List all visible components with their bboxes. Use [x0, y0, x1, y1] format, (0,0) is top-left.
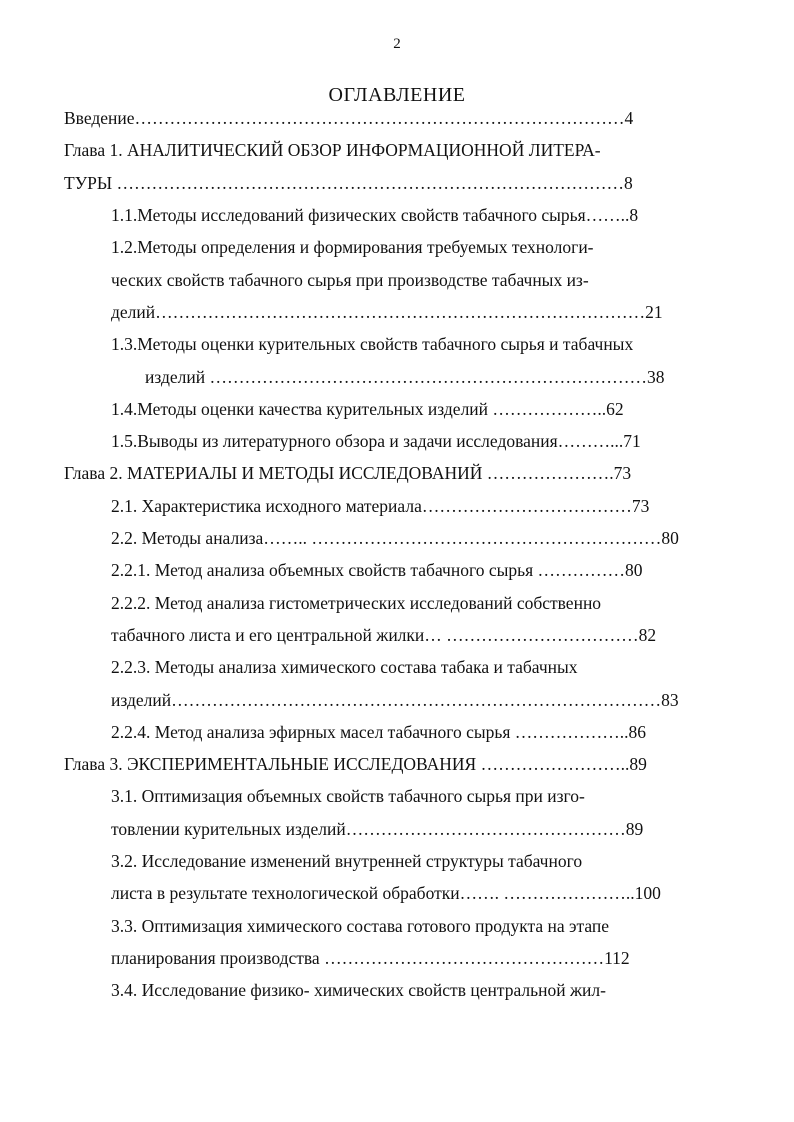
- toc-entry-chapter-2: Глава 2. МАТЕРИАЛЫ И МЕТОДЫ ИССЛЕДОВАНИЙ ………………….73: [64, 463, 632, 483]
- page-number: 2: [393, 36, 401, 52]
- toc-entry-3-3-cont: планирования производства …………………………………………112: [111, 948, 630, 968]
- toc-title: ОГЛАВЛЕНИЕ: [328, 84, 466, 106]
- toc-entry-2-2-2: 2.2.2. Метод анализа гистометрических исследований собственно: [111, 593, 602, 613]
- toc-entry-chapter-3: Глава 3. ЭКСПЕРИМЕНТАЛЬНЫЕ ИССЛЕДОВАНИЯ ……………………..89: [64, 754, 647, 774]
- toc-entry-1-2-cont: делий…………………………………………………………………………21: [111, 302, 663, 322]
- toc-entry-1-2: 1.2.Методы определения и формирования требуемых технологи-: [111, 237, 594, 257]
- toc-entry-introduction: Введение…………………………………………………………………………4: [64, 108, 634, 128]
- toc-entry-2-2-3-cont: изделий…………………………………………………………………………83: [111, 690, 679, 710]
- toc-entry-3-3: 3.3. Оптимизация химического состава готового продукта на этапе: [111, 916, 610, 936]
- toc-entry-3-1-cont: товлении курительных изделий…………………………………………89: [111, 819, 644, 839]
- toc-entry-2-2-4: 2.2.4. Метод анализа эфирных масел табачного сырья ………………..86: [111, 722, 646, 742]
- toc-entry-2-2: 2.2. Методы анализа…….. ……………………………………………………80: [111, 528, 679, 548]
- toc-entry-3-2: 3.2. Исследование изменений внутренней структуры табачного: [111, 851, 583, 871]
- toc-entry-1-5: 1.5.Выводы из литературного обзора и задачи исследования………...71: [111, 431, 641, 451]
- toc-entry-3-4: 3.4. Исследование физико- химических свойств центральной жил-: [111, 980, 606, 1000]
- toc-entry-1-3: 1.3.Методы оценки курительных свойств табачного сырья и табачных: [111, 334, 634, 354]
- toc-entry-2-2-1: 2.2.1. Метод анализа объемных свойств табачного сырья ……………80: [111, 560, 643, 580]
- toc-entry-2-2-2-cont: табачного листа и его центральной жилки… ……………………………82: [111, 625, 657, 645]
- toc-entry-1-1: 1.1.Методы исследований физических свойств табачного сырья……..8: [111, 205, 639, 225]
- toc-entry-1-4: 1.4.Методы оценки качества курительных изделий ………………..62: [111, 399, 624, 419]
- toc-entry-3-2-cont: листа в результате технологической обработки……. …………………..100: [111, 883, 661, 903]
- toc-entry-2-2-3: 2.2.3. Методы анализа химического состава табака и табачных: [111, 657, 578, 677]
- toc-entry-1-2-cont: ческих свойств табачного сырья при производстве табачных из-: [111, 270, 589, 290]
- toc-entry-1-3-cont: изделий …………………………………………………………………38: [145, 367, 665, 387]
- toc-entry-2-1: 2.1. Характеристика исходного материала………………………………73: [111, 496, 650, 516]
- toc-entry-chapter-1: Глава 1. АНАЛИТИЧЕСКИЙ ОБЗОР ИНФОРМАЦИОННОЙ ЛИТЕРА-: [64, 140, 601, 160]
- toc-entry-3-1: 3.1. Оптимизация объемных свойств табачного сырья при изго-: [111, 786, 585, 806]
- toc-entry-chapter-1-cont: ТУРЫ ……………………………………………………………………………8: [64, 173, 633, 193]
